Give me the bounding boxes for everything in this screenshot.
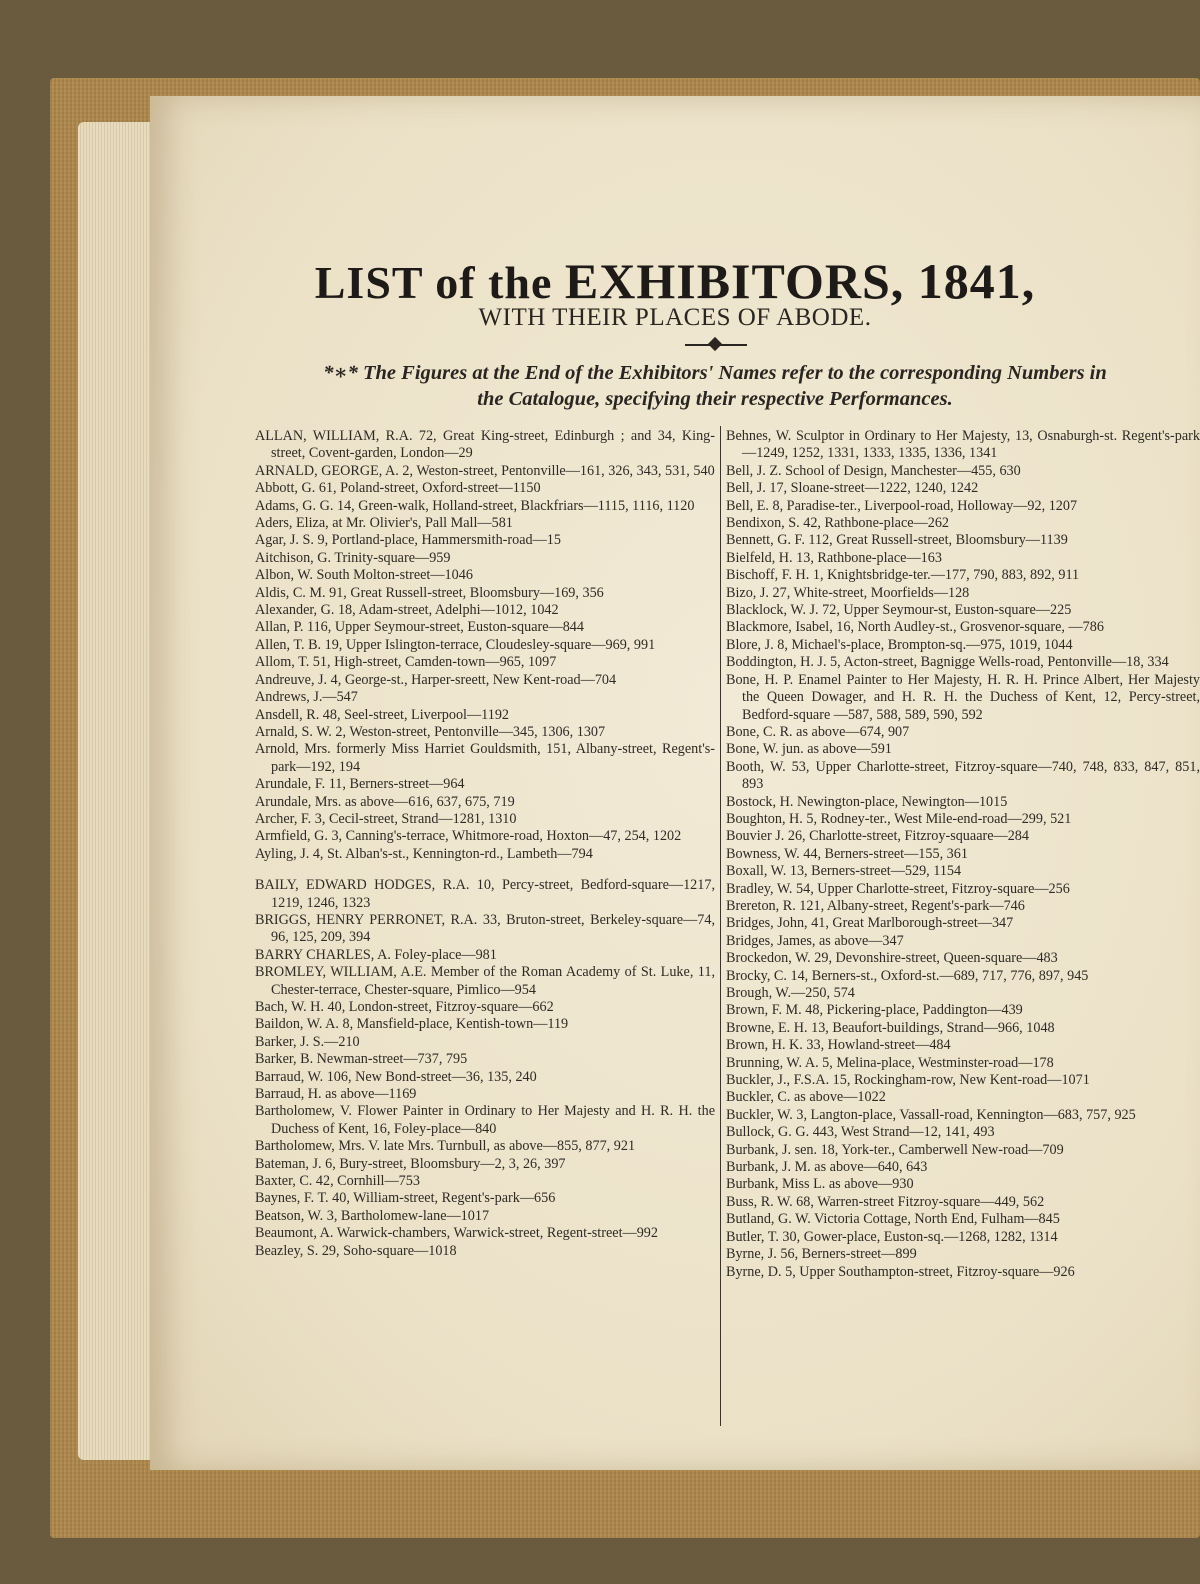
exhibitor-entry: Bateman, J. 6, Bury-street, Bloomsbury—2, 3, 26, 397 xyxy=(255,1155,566,1172)
exhibitor-entry: ARNALD, GEORGE, A. 2, Weston-street, Pentonville—161, 326, 343, 531, 540 xyxy=(255,462,715,479)
exhibitor-entry: Butland, G. W. Victoria Cottage, North End, Fulham—845 xyxy=(726,1211,1060,1228)
exhibitor-entry: Aders, Eliza, at Mr. Olivier's, Pall Mall—581 xyxy=(255,515,513,532)
exhibitor-entry: Bizo, J. 27, White-street, Moorfields—128 xyxy=(726,584,970,601)
left-column xyxy=(255,428,715,1260)
exhibitor-entry: Beatson, W. 3, Bartholomew-lane—1017 xyxy=(255,1207,490,1224)
exhibitor-entry: Aitchison, G. Trinity-square—959 xyxy=(255,549,451,566)
exhibitor-entry: Allen, T. B. 19, Upper Islington-terrace, Cloudesley-square—969, 991 xyxy=(255,636,656,653)
exhibitor-entry: Arundale, F. 11, Berners-street—964 xyxy=(255,776,465,793)
exhibitor-entry: Bielfeld, H. 13, Rathbone-place—163 xyxy=(726,549,942,566)
exhibitor-entry: Blacklock, W. J. 72, Upper Seymour-st, Euston-square—225 xyxy=(726,602,1072,619)
exhibitor-entry: Allom, T. 51, High-street, Camden-town—965, 1097 xyxy=(255,654,557,671)
exhibitor-entry: Agar, J. S. 9, Portland-place, Hammersmith-road—15 xyxy=(255,532,561,549)
right-column xyxy=(726,428,1200,1281)
title-part-b: EXHIBITORS, 1841, xyxy=(564,253,1036,309)
exhibitor-entry: Bartholomew, V. Flower Painter in Ordinary to Her Majesty and H. R. H. the Duchess of Kent, 16, Foley-place—840 xyxy=(255,1103,715,1137)
exhibitor-entry: Bischoff, F. H. 1, Knightsbridge-ter.—177, 790, 883, 892, 911 xyxy=(726,567,1080,584)
exhibitor-entry: Butler, T. 30, Gower-place, Euston-sq.—1268, 1282, 1314 xyxy=(726,1228,1058,1245)
exhibitor-entry: Barker, B. Newman-street—737, 795 xyxy=(255,1051,468,1068)
exhibitor-entry: Bone, H. P. Enamel Painter to Her Majesty, H. R. H. Prince Albert, Her Majesty the Queen Dowager, and H. R. H. the Duchess of Kent, 12, Percy-street, Bedford-square —587, 588, 589, 590, 592 xyxy=(726,671,1200,723)
exhibitor-entry: Bone, C. R. as above—674, 907 xyxy=(726,723,910,740)
exhibitor-entry: Albon, W. South Molton-street—1046 xyxy=(255,567,473,584)
exhibitor-entry: Andreuve, J. 4, George-st., Harper-sreett, New Kent-road—704 xyxy=(255,671,617,688)
exhibitor-entry: BROMLEY, WILLIAM, A.E. Member of the Roman Academy of St. Luke, 11, Chester-terrace, Chester-square, Pimlico—954 xyxy=(255,964,715,998)
exhibitor-entry: Bartholomew, Mrs. V. late Mrs. Turnbull, as above—855, 877, 921 xyxy=(255,1138,636,1155)
exhibitor-entry: Byrne, D. 5, Upper Southampton-street, Fitzroy-square—926 xyxy=(726,1263,1075,1280)
exhibitor-entry: Buckler, W. 3, Langton-place, Vassall-road, Kennington—683, 757, 925 xyxy=(726,1106,1136,1123)
exhibitor-entry: Blackmore, Isabel, 16, North Audley-st., Grosvenor-square, —786 xyxy=(726,619,1104,636)
exhibitor-entry: Barker, J. S.—210 xyxy=(255,1033,360,1050)
exhibitor-entry: Baildon, W. A. 8, Mansfield-place, Kentish-town—119 xyxy=(255,1016,569,1033)
note-line-1: *∗* The Figures at the End of the Exhibitors' Names refer to the corresponding Numbers in xyxy=(323,362,1107,384)
exhibitor-entry: Andrews, J.—547 xyxy=(255,689,358,706)
page-subtitle: WITH THEIR PLACES OF ABODE. xyxy=(478,304,872,331)
catalogue-note xyxy=(250,360,1180,412)
exhibitor-entry: ALLAN, WILLIAM, R.A. 72, Great King-street, Edinburgh ; and 34, King-street, Covent-garden, London—29 xyxy=(255,428,715,462)
exhibitor-entry: Brunning, W. A. 5, Melina-place, Westminster-road—178 xyxy=(726,1054,1054,1071)
exhibitor-entry: Allan, P. 116, Upper Seymour-street, Euston-square—844 xyxy=(255,619,584,636)
exhibitor-entry: Bell, J. Z. School of Design, Manchester—455, 630 xyxy=(726,462,1021,479)
exhibitor-entry: BRIGGS, HENRY PERRONET, R.A. 33, Bruton-street, Berkeley-square—74, 96, 125, 209, 394 xyxy=(255,911,715,946)
exhibitor-entry: Byrne, J. 56, Berners-street—899 xyxy=(726,1246,917,1263)
exhibitor-entry: Arnald, S. W. 2, Weston-street, Pentonville—345, 1306, 1307 xyxy=(255,723,606,740)
exhibitor-entry: Buckler, J., F.S.A. 15, Rockingham-row, New Kent-road—1071 xyxy=(726,1072,1090,1089)
exhibitor-entry: Behnes, W. Sculptor in Ordinary to Her Majesty, 13, Osnaburgh-st. Regent's-park—1249, 1252, 1331, 1333, 1335, 1336, 1341 xyxy=(726,428,1200,462)
exhibitor-entry: Bone, W. jun. as above—591 xyxy=(726,741,892,758)
exhibitor-entry: Archer, F. 3, Cecil-street, Strand—1281, 1310 xyxy=(255,810,517,827)
exhibitor-entry: Bouvier J. 26, Charlotte-street, Fitzroy-squaare—284 xyxy=(726,828,1029,845)
exhibitor-entry: Buckler, C. as above—1022 xyxy=(726,1089,886,1106)
exhibitor-entry: Ayling, J. 4, St. Alban's-st., Kennington-rd., Lambeth—794 xyxy=(255,845,593,862)
column-divider xyxy=(720,426,721,1426)
exhibitor-entry: Aldis, C. M. 91, Great Russell-street, Bloomsbury—169, 356 xyxy=(255,584,604,601)
exhibitor-entry: Adams, G. G. 14, Green-walk, Holland-street, Blackfriars—1115, 1116, 1120 xyxy=(255,497,695,514)
exhibitor-entry: Burbank, Miss L. as above—930 xyxy=(726,1176,914,1193)
exhibitor-entry: Bennett, G. F. 112, Great Russell-street, Bloomsbury—1139 xyxy=(726,532,1068,549)
exhibitor-entry: Bell, E. 8, Paradise-ter., Liverpool-road, Holloway—92, 1207 xyxy=(726,497,1078,514)
exhibitor-entry: Brown, H. K. 33, Howland-street—484 xyxy=(726,1037,951,1054)
exhibitor-entry: Ansdell, R. 48, Seel-street, Liverpool—1192 xyxy=(255,706,510,723)
exhibitor-entry: Armfield, G. 3, Canning's-terrace, Whitmore-road, Hoxton—47, 254, 1202 xyxy=(255,828,682,845)
ornament-divider xyxy=(685,338,747,352)
title-part-a: LIST of the xyxy=(314,257,565,308)
exhibitor-entry: Blore, J. 8, Michael's-place, Brompton-sq.—975, 1019, 1044 xyxy=(726,636,1073,653)
exhibitor-entry: Baxter, C. 42, Cornhill—753 xyxy=(255,1173,420,1190)
exhibitor-entry: Bowness, W. 44, Berners-street—155, 361 xyxy=(726,845,968,862)
exhibitor-entry: Alexander, G. 18, Adam-street, Adelphi—1012, 1042 xyxy=(255,602,559,619)
exhibitor-entry: Baynes, F. T. 40, William-street, Regent's-park—656 xyxy=(255,1190,556,1207)
section-gap xyxy=(255,863,715,877)
exhibitor-entry: Beazley, S. 29, Soho-square—1018 xyxy=(255,1242,457,1259)
exhibitor-entry: Burbank, J. M. as above—640, 643 xyxy=(726,1159,928,1176)
exhibitor-entry: Boxall, W. 13, Berners-street—529, 1154 xyxy=(726,863,962,880)
exhibitor-entry: Brown, F. M. 48, Pickering-place, Paddington—439 xyxy=(726,1002,1023,1019)
exhibitor-entry: Bell, J. 17, Sloane-street—1222, 1240, 1242 xyxy=(726,480,979,497)
exhibitor-entry: Bridges, James, as above—347 xyxy=(726,932,904,949)
exhibitor-entry: Brockedon, W. 29, Devonshire-street, Queen-square—483 xyxy=(726,950,1058,967)
exhibitor-entry: Booth, W. 53, Upper Charlotte-street, Fitzroy-square—740, 748, 833, 847, 851, 893 xyxy=(726,758,1200,793)
exhibitor-entry: Bradley, W. 54, Upper Charlotte-street, Fitzroy-square—256 xyxy=(726,880,1070,897)
exhibitor-entry: Boughton, H. 5, Rodney-ter., West Mile-end-road—299, 521 xyxy=(726,810,1072,827)
exhibitor-entry: Brocky, C. 14, Berners-st., Oxford-st.—689, 717, 776, 897, 945 xyxy=(726,967,1089,984)
exhibitor-entry: Browne, E. H. 13, Beaufort-buildings, Strand—966, 1048 xyxy=(726,1019,1055,1036)
exhibitor-entry: Brough, W.—250, 574 xyxy=(726,985,855,1001)
note-line-2: the Catalogue, specifying their respective Performances. xyxy=(477,388,953,410)
exhibitor-entry: Bach, W. H. 40, London-street, Fitzroy-square—662 xyxy=(255,999,554,1015)
exhibitor-entry: Abbott, G. 61, Poland-street, Oxford-street—1150 xyxy=(255,480,541,497)
exhibitor-entry: Buss, R. W. 68, Warren-street Fitzroy-square—449, 562 xyxy=(726,1193,1045,1210)
exhibitor-entry: Bendixon, S. 42, Rathbone-place—262 xyxy=(726,515,950,532)
page-title xyxy=(150,252,1200,310)
exhibitor-entry: Bridges, John, 41, Great Marlborough-street—347 xyxy=(726,915,1014,932)
exhibitor-entry: Bostock, H. Newington-place, Newington—1015 xyxy=(726,793,1008,810)
exhibitor-entry: Barraud, H. as above—1169 xyxy=(255,1086,417,1103)
exhibitor-entry: Beaumont, A. Warwick-chambers, Warwick-street, Regent-street—992 xyxy=(255,1225,658,1242)
book-page xyxy=(150,96,1200,1470)
exhibitor-entry: Arundale, Mrs. as above—616, 637, 675, 719 xyxy=(255,793,515,810)
exhibitor-entry: BARRY CHARLES, A. Foley-place—981 xyxy=(255,946,497,963)
exhibitor-entry: BAILY, EDWARD HODGES, R.A. 10, Percy-street, Bedford-square—1217, 1219, 1246, 1323 xyxy=(255,877,715,911)
exhibitor-entry: Barraud, W. 106, New Bond-street—36, 135, 240 xyxy=(255,1068,537,1085)
exhibitor-entry: Arnold, Mrs. formerly Miss Harriet Gouldsmith, 151, Albany-street, Regent's-park—192, 194 xyxy=(255,741,715,775)
exhibitor-entry: Burbank, J. sen. 18, York-ter., Camberwell New-road—709 xyxy=(726,1141,1064,1158)
exhibitor-entry: Brereton, R. 121, Albany-street, Regent's-park—746 xyxy=(726,897,1025,914)
exhibitor-entry: Boddington, H. J. 5, Acton-street, Bagnigge Wells-road, Pentonville—18, 334 xyxy=(726,654,1169,671)
exhibitor-entry: Bullock, G. G. 443, West Strand—12, 141, 493 xyxy=(726,1124,995,1141)
